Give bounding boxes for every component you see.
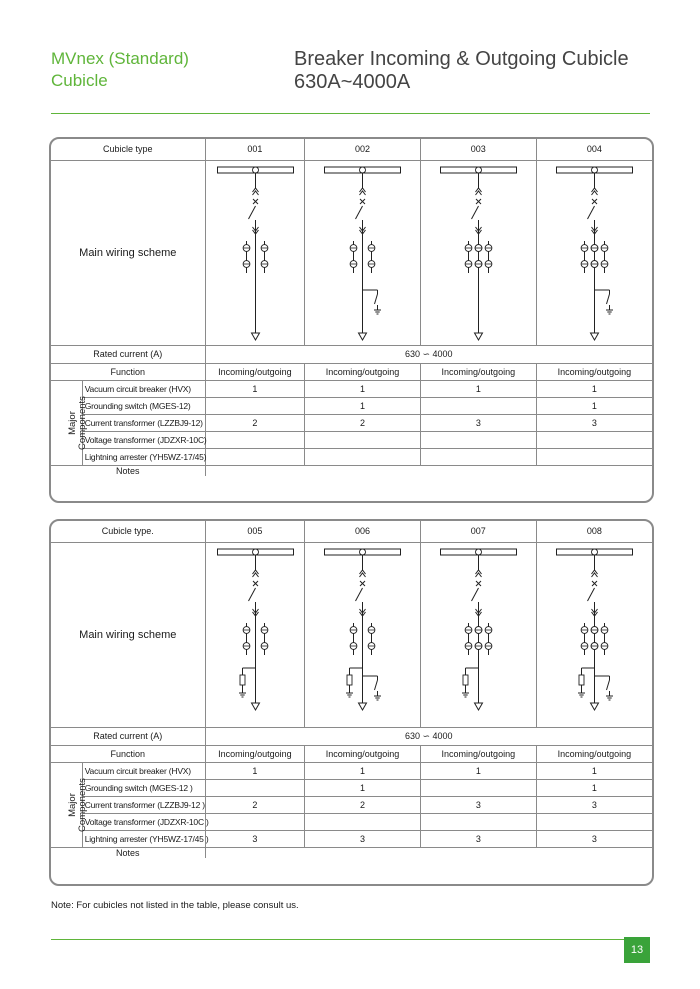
function-row [51, 363, 652, 380]
wiring-scheme-row [51, 160, 652, 345]
component-value [205, 813, 305, 830]
cable-terminal-arrow [590, 703, 598, 710]
header-rule [51, 113, 650, 114]
series-name-line-1: MVnex (Standard) [51, 49, 189, 68]
current-transformer-symbol [368, 244, 375, 251]
current-transformer-symbol [465, 642, 472, 649]
major-components-label [51, 762, 88, 847]
current-transformer-symbol [261, 260, 268, 267]
current-transformer-symbol [591, 642, 598, 649]
component-value [205, 779, 305, 796]
current-transformer-symbol [368, 626, 375, 633]
busbar-connection-node [252, 549, 258, 555]
component-name: Voltage transformer (JDZXR-10C) [82, 431, 205, 448]
busbar-connection-node [475, 549, 481, 555]
breaker-contact-mark [253, 581, 258, 586]
upper-plug-contact [475, 570, 481, 577]
breaker-blade [248, 206, 255, 219]
component-name: Vacuum circuit breaker (HVX) [82, 380, 205, 397]
current-transformer-symbol [350, 642, 357, 649]
component-name: Vacuum circuit breaker (HVX) [82, 762, 205, 779]
component-value: 2 [305, 796, 421, 813]
major-components-label-line-2: Components [76, 395, 88, 450]
current-transformer-symbol [601, 260, 608, 267]
rated-current-row [51, 345, 652, 363]
current-transformer-symbol [368, 642, 375, 649]
cable-terminal-arrow [359, 703, 367, 710]
notes-label: Notes [51, 465, 205, 476]
component-row [51, 830, 652, 847]
current-transformer-symbol [591, 626, 598, 633]
current-transformer-symbol [485, 244, 492, 251]
component-value [305, 448, 421, 465]
cubicle-table-panel-1 [49, 137, 654, 503]
breaker-contact-mark [476, 581, 481, 586]
component-value: 3 [305, 830, 421, 847]
breaker-blade [356, 206, 363, 219]
current-transformer-symbol [485, 626, 492, 633]
component-value: 1 [536, 397, 652, 414]
cubicle-type-cell: 005 [205, 521, 305, 542]
component-value [420, 813, 536, 830]
function-cell: Incoming/outgoing [305, 745, 421, 762]
current-transformer-symbol [368, 260, 375, 267]
cubicle-type-row [51, 139, 652, 160]
earthing-switch-blade [375, 294, 378, 304]
component-name: Current transformer (LZZBJ9-12 ) [82, 796, 205, 813]
wiring-diagram-cell [205, 160, 305, 345]
footer-note: Note: For cubicles not listed in the table, please consult us. [51, 900, 299, 911]
component-value [420, 397, 536, 414]
component-row [51, 414, 652, 431]
component-row [51, 397, 652, 414]
component-row [51, 796, 652, 813]
breaker-blade [471, 206, 478, 219]
wiring-diagram-cell [536, 542, 652, 727]
current-transformer-symbol [243, 626, 250, 633]
cubicle-type-cell: 001 [205, 139, 305, 160]
current-transformer-symbol [350, 244, 357, 251]
ground-symbol [606, 696, 613, 700]
notes-label: Notes [51, 847, 205, 858]
cubicle-type-cell: 007 [420, 521, 536, 542]
earthing-switch-blade [606, 680, 609, 690]
footer-rule [51, 939, 650, 940]
busbar-connection-node [591, 167, 597, 173]
current-transformer-symbol [591, 260, 598, 267]
component-name: Grounding switch (MGES-12) [82, 397, 205, 414]
breaker-contact-mark [592, 199, 597, 204]
upper-plug-contact [252, 570, 258, 577]
component-value [205, 397, 305, 414]
major-components-label-line-1: Major [66, 792, 78, 817]
wiring-diagram-cell [205, 542, 305, 727]
earthing-switch-blade [606, 294, 609, 304]
upper-plug-contact [252, 188, 258, 195]
breaker-blade [587, 206, 594, 219]
component-value: 1 [420, 380, 536, 397]
wiring-scheme-label: Main wiring scheme [51, 542, 205, 727]
ground-symbol [346, 693, 353, 697]
component-row [51, 813, 652, 830]
notes-value [205, 847, 652, 858]
current-transformer-symbol [581, 642, 588, 649]
component-value: 2 [205, 796, 305, 813]
component-value [205, 431, 305, 448]
component-value [536, 813, 652, 830]
rated-current-label: Rated current (A) [51, 727, 205, 745]
cubicle-type-cell: 004 [536, 139, 652, 160]
function-cell: Incoming/outgoing [205, 363, 305, 380]
component-value [420, 779, 536, 796]
current-transformer-symbol [261, 626, 268, 633]
function-label: Function [51, 363, 205, 380]
wiring-diagram [206, 161, 305, 345]
busbar-connection-node [360, 167, 366, 173]
lightning-arrester [463, 675, 468, 685]
major-components-label-line-2: Components [76, 777, 88, 832]
current-transformer-symbol [475, 260, 482, 267]
current-transformer-symbol [465, 244, 472, 251]
component-row [51, 762, 652, 779]
wiring-diagram [421, 161, 536, 345]
page-number: 13 [624, 937, 650, 963]
wiring-diagram-cell [305, 160, 421, 345]
lightning-arrester [347, 675, 352, 685]
cubicle-type-label: Cubicle type. [51, 521, 205, 542]
breaker-blade [471, 588, 478, 601]
wiring-diagram [421, 543, 536, 727]
component-value: 3 [420, 830, 536, 847]
component-value: 1 [536, 380, 652, 397]
upper-plug-contact [360, 188, 366, 195]
ground-symbol [239, 693, 246, 697]
breaker-contact-mark [360, 199, 365, 204]
current-transformer-symbol [350, 626, 357, 633]
current-transformer-symbol [350, 260, 357, 267]
cable-terminal-arrow [590, 333, 598, 340]
earthing-switch-blade [375, 680, 378, 690]
breaker-blade [248, 588, 255, 601]
current-transformer-symbol [475, 244, 482, 251]
breaker-contact-mark [592, 581, 597, 586]
busbar-connection-node [475, 167, 481, 173]
wiring-scheme-row [51, 542, 652, 727]
component-value [420, 431, 536, 448]
component-value: 3 [205, 830, 305, 847]
wiring-diagram [305, 161, 420, 345]
cubicle-table-2 [51, 521, 652, 858]
current-transformer-symbol [465, 626, 472, 633]
cubicle-type-row [51, 521, 652, 542]
wiring-diagram-cell [420, 542, 536, 727]
current-transformer-symbol [243, 244, 250, 251]
component-value: 3 [536, 796, 652, 813]
current-transformer-symbol [243, 642, 250, 649]
current-transformer-symbol [261, 642, 268, 649]
wiring-diagram [537, 161, 652, 345]
busbar-connection-node [252, 167, 258, 173]
page-title-line-2: 630A~4000A [294, 71, 411, 93]
ground-symbol [374, 310, 381, 314]
component-name: Voltage transformer (JDZXR-10C ) [82, 813, 205, 830]
function-cell: Incoming/outgoing [205, 745, 305, 762]
cubicle-type-cell: 008 [536, 521, 652, 542]
upper-plug-contact [591, 570, 597, 577]
ground-symbol [462, 693, 469, 697]
component-name: Lightning arrester (YH5WZ-17/45) [82, 448, 205, 465]
current-transformer-symbol [261, 244, 268, 251]
wiring-scheme-label: Main wiring scheme [51, 160, 205, 345]
wiring-diagram-cell [536, 160, 652, 345]
page-title [294, 48, 674, 94]
busbar-connection-node [360, 549, 366, 555]
rated-current-label: Rated current (A) [51, 345, 205, 363]
current-transformer-symbol [243, 260, 250, 267]
current-transformer-symbol [581, 260, 588, 267]
component-value: 1 [420, 762, 536, 779]
notes-row [51, 847, 652, 858]
function-cell: Incoming/outgoing [305, 363, 421, 380]
current-transformer-symbol [601, 642, 608, 649]
function-cell: Incoming/outgoing [420, 363, 536, 380]
function-cell: Incoming/outgoing [420, 745, 536, 762]
component-row [51, 779, 652, 796]
function-row [51, 745, 652, 762]
series-name [51, 48, 251, 92]
component-value: 3 [536, 830, 652, 847]
component-value: 1 [305, 779, 421, 796]
lightning-arrester [579, 675, 584, 685]
current-transformer-symbol [581, 244, 588, 251]
component-value: 1 [205, 380, 305, 397]
breaker-contact-mark [360, 581, 365, 586]
cable-terminal-arrow [251, 703, 259, 710]
wiring-diagram-cell [420, 160, 536, 345]
cable-terminal-arrow [474, 333, 482, 340]
ground-symbol [606, 310, 613, 314]
current-transformer-symbol [581, 626, 588, 633]
component-name: Grounding switch (MGES-12 ) [82, 779, 205, 796]
wiring-diagram [305, 543, 420, 727]
cubicle-type-cell: 006 [305, 521, 421, 542]
function-cell: Incoming/outgoing [536, 745, 652, 762]
component-value [536, 448, 652, 465]
cable-terminal-arrow [474, 703, 482, 710]
lightning-arrester [240, 675, 245, 685]
breaker-contact-mark [476, 199, 481, 204]
major-components-label-line-1: Major [66, 410, 78, 435]
component-value: 1 [305, 397, 421, 414]
component-value: 3 [536, 414, 652, 431]
notes-value [205, 465, 652, 476]
component-value [205, 448, 305, 465]
rated-current-value: 630 ∽ 4000 [205, 727, 652, 745]
wiring-diagram [206, 543, 305, 727]
component-value: 1 [536, 762, 652, 779]
busbar-connection-node [591, 549, 597, 555]
component-value: 1 [536, 779, 652, 796]
component-value [420, 448, 536, 465]
component-row [51, 448, 652, 465]
component-value: 1 [305, 380, 421, 397]
rated-current-row [51, 727, 652, 745]
component-value: 3 [420, 796, 536, 813]
current-transformer-symbol [485, 642, 492, 649]
breaker-contact-mark [253, 199, 258, 204]
component-row [51, 380, 652, 397]
component-value: 2 [205, 414, 305, 431]
current-transformer-symbol [485, 260, 492, 267]
page-title-line-1: Breaker Incoming & Outgoing Cubicle [294, 48, 629, 70]
cubicle-type-label: Cubicle type [51, 139, 205, 160]
cable-terminal-arrow [251, 333, 259, 340]
cable-terminal-arrow [359, 333, 367, 340]
current-transformer-symbol [591, 244, 598, 251]
breaker-blade [587, 588, 594, 601]
current-transformer-symbol [601, 244, 608, 251]
component-value [536, 431, 652, 448]
notes-row [51, 465, 652, 476]
component-value [305, 431, 421, 448]
ground-symbol [374, 696, 381, 700]
component-value [305, 813, 421, 830]
current-transformer-symbol [475, 626, 482, 633]
upper-plug-contact [360, 570, 366, 577]
component-value: 3 [420, 414, 536, 431]
component-row [51, 431, 652, 448]
component-value: 2 [305, 414, 421, 431]
cubicle-type-cell: 003 [420, 139, 536, 160]
component-value: 1 [205, 762, 305, 779]
upper-plug-contact [475, 188, 481, 195]
cubicle-table-1 [51, 139, 652, 476]
cubicle-table-panel-2 [49, 519, 654, 886]
wiring-diagram [537, 543, 652, 727]
current-transformer-symbol [475, 642, 482, 649]
component-value: 1 [305, 762, 421, 779]
rated-current-value: 630 ∽ 4000 [205, 345, 652, 363]
ground-symbol [578, 693, 585, 697]
function-label: Function [51, 745, 205, 762]
wiring-diagram-cell [305, 542, 421, 727]
current-transformer-symbol [465, 260, 472, 267]
cubicle-type-cell: 002 [305, 139, 421, 160]
upper-plug-contact [591, 188, 597, 195]
component-name: Lightning arrester (YH5WZ-17/45 ) [82, 830, 205, 847]
breaker-blade [356, 588, 363, 601]
series-name-line-2: Cubicle [51, 71, 108, 90]
function-cell: Incoming/outgoing [536, 363, 652, 380]
current-transformer-symbol [601, 626, 608, 633]
major-components-label [51, 380, 88, 465]
component-name: Current transformer (LZZBJ9-12) [82, 414, 205, 431]
